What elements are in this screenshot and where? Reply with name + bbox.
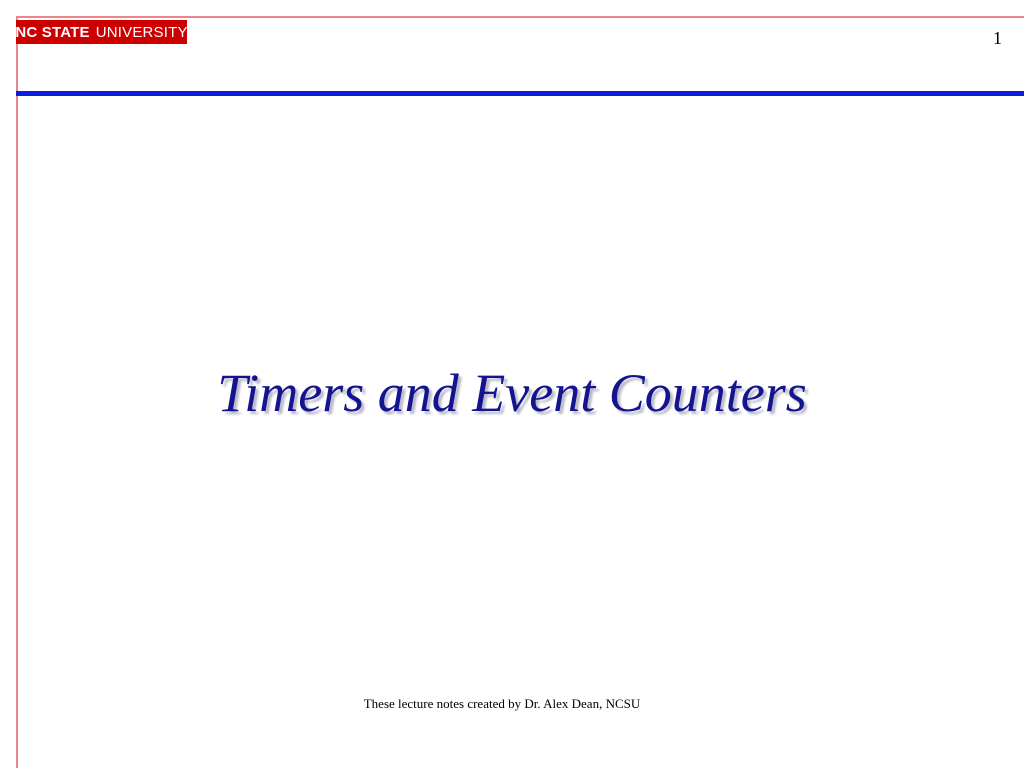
header-divider [16,91,1024,96]
nc-state-logo [16,20,187,44]
top-border-line [16,16,1024,18]
slide-title: Timers and Event Counters [217,363,807,423]
page-number: 1 [993,28,1002,48]
logo-bold-text: NC STATE [15,23,90,41]
footer-credit: These lecture notes created by Dr. Alex Dean, NCSU [363,696,641,711]
logo-light-text: UNIVERSITY [95,23,188,41]
